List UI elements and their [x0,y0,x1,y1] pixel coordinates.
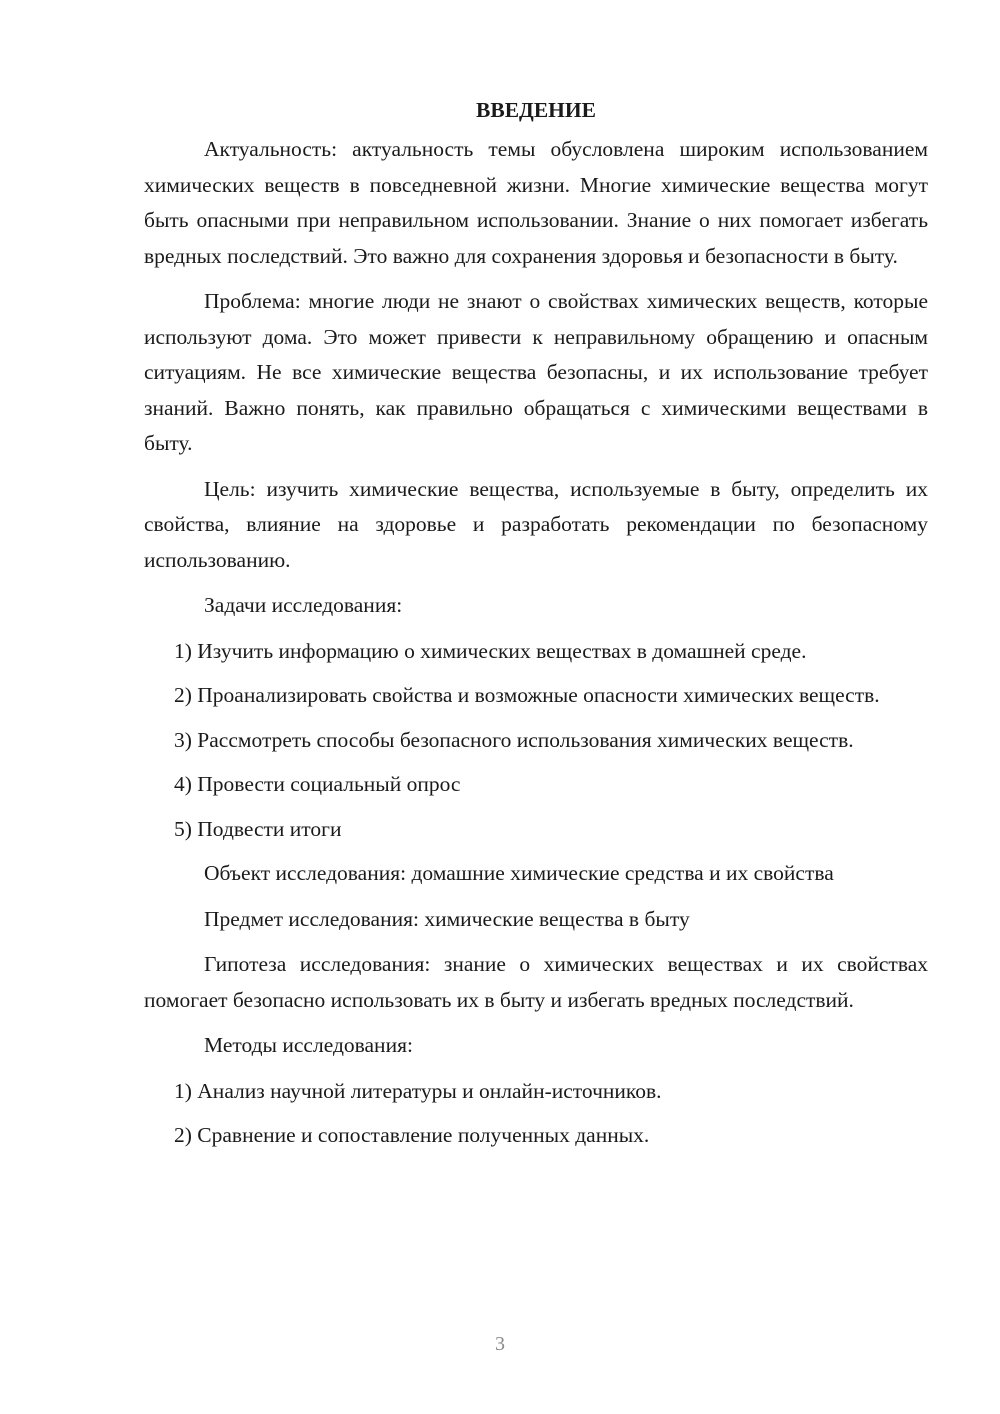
task-item: 4) Провести социальный опрос [174,772,461,796]
task-item: 3) Рассмотреть способы безопасного использования химических веществ. [174,727,854,752]
problem-paragraph: Проблема: многие люди не знают о свойствах химических веществ, которые используют дома. Это может привести к неправильному обращению и опасным ситуациям. Не все химические вещества безопасны, и их использование требует знаний. Важно понять, как правильно обращаться с химическими веществами в быту. [144,289,928,455]
goal-paragraph: Цель: изучить химические вещества, используемые в быту, определить их свойства, влияние на здоровье и разработать рекомендации по безопасному использованию. [144,476,928,572]
page-number: 3 [495,1333,505,1355]
methods-heading: Методы исследования: [204,1033,413,1057]
tasks-heading: Задачи исследования: [204,593,403,617]
object-paragraph: Объект исследования: домашние химические средства и их свойства [204,861,834,885]
task-item: 5) Подвести итоги [174,816,342,841]
section-title: ВВЕДЕНИЕ [476,98,596,122]
task-item: 1) Изучить информацию о химических веществах в домашней среде. [174,638,807,663]
relevance-paragraph: Актуальность: актуальность темы обусловлена широким использованием химических веществ в повседневной жизни. Многие химические вещества могут быть опасными при неправильном использовании. Знание о них помогает избегать вредных последствий. Это важно для сохранения здоровья и безопасности в быту. [144,137,928,268]
method-item: 2) Сравнение и сопоставление полученных данных. [174,1123,650,1147]
subject-paragraph: Предмет исследования: химические вещества в быту [204,906,690,931]
task-item: 2) Проанализировать свойства и возможные опасности химических веществ. [174,683,880,707]
hypothesis-paragraph: Гипотеза исследования: знание о химических веществах и их свойствах помогает безопасно использовать их в быту и избегать вредных последствий. [144,952,928,1012]
document-page [144,92,928,1163]
method-item: 1) Анализ научной литературы и онлайн-источников. [174,1078,662,1103]
